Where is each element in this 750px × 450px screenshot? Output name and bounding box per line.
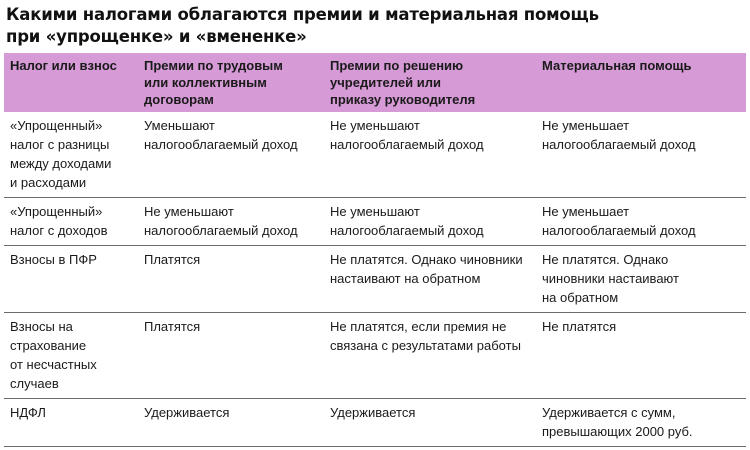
- table-cell: Не платятся: [536, 313, 746, 399]
- table-cell: Не платятся. Однако чиновники настаивают на обратном: [536, 246, 746, 313]
- table-cell: Платятся: [138, 246, 324, 313]
- table-row: [4, 198, 746, 246]
- table-cell: Удерживается: [324, 399, 536, 447]
- header-row: [4, 53, 746, 112]
- table-cell: Не уменьшает налогооблагаемый доход: [536, 198, 746, 246]
- table-cell: Уменьшают налогооблагаемый доход: [138, 112, 324, 198]
- header-tax-or-contribution: Налог или взнос: [4, 53, 138, 112]
- document-title: Какими налогами облагаются премии и материальная помощь при «упрощенке» и «вмененке»: [6, 5, 599, 46]
- table-cell: Взносы в ПФР: [4, 246, 138, 313]
- table-cell: Платятся: [138, 313, 324, 399]
- table-cell: Не уменьшают налогооблагаемый доход: [138, 198, 324, 246]
- table-cell: НДФЛ: [4, 399, 138, 447]
- table-cell: «Упрощенный» налог с доходов: [4, 198, 138, 246]
- table-cell: Удерживается: [138, 399, 324, 447]
- table-row: [4, 246, 746, 313]
- table-cell: Удерживается с сумм, превышающих 2000 руб.: [536, 399, 746, 447]
- tax-table: [4, 53, 746, 447]
- table-row: [4, 313, 746, 399]
- table-cell: Не платятся. Однако чиновники настаивают на обратном: [324, 246, 536, 313]
- header-material-aid: Материальная помощь: [536, 53, 746, 112]
- header-bonus-labor-contracts: Премии по трудовым или коллективным договорам: [138, 53, 324, 112]
- table-cell: Не уменьшает налогооблагаемый доход: [536, 112, 746, 198]
- table-cell: «Упрощенный» налог с разницы между доходами и расходами: [4, 112, 138, 198]
- table-row: [4, 399, 746, 447]
- table-cell: Не платятся, если премия не связана с результатами работы: [324, 313, 536, 399]
- table-cell: Не уменьшают налогооблагаемый доход: [324, 198, 536, 246]
- table-body: [4, 112, 746, 447]
- table-header: [4, 53, 746, 112]
- table-cell: Взносы на страхование от несчастных случаев: [4, 313, 138, 399]
- table-row: [4, 112, 746, 198]
- table-cell: Не уменьшают налогооблагаемый доход: [324, 112, 536, 198]
- header-bonus-founders-decision: Премии по решению учредителей или приказу руководителя: [324, 53, 536, 112]
